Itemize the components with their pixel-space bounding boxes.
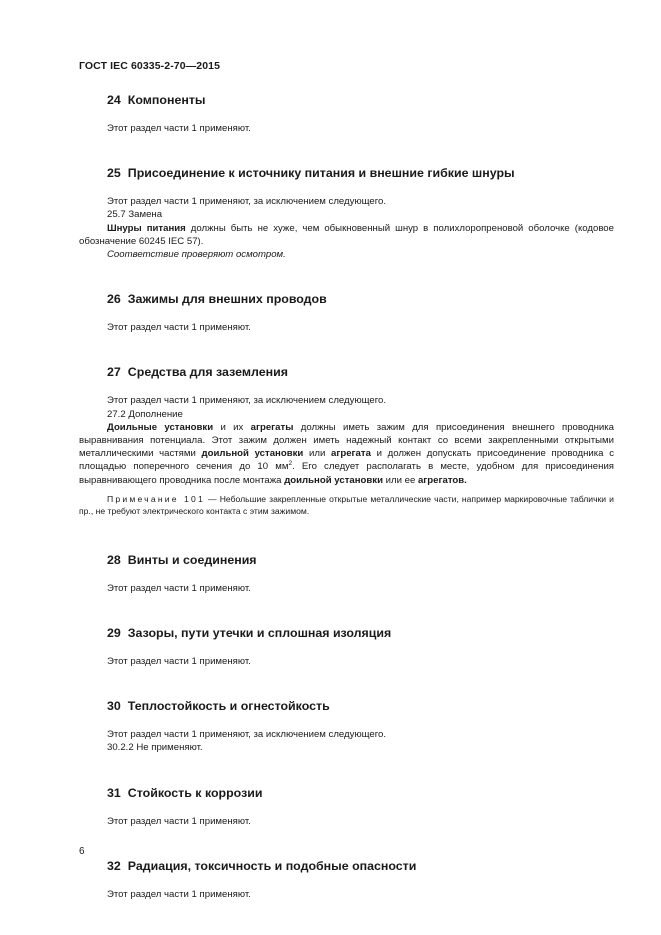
- paragraph: Этот раздел части 1 применяют, за исключением следующего.: [107, 395, 387, 407]
- section-title-text: Зажимы для внешних проводов: [127, 292, 327, 307]
- paragraph: Этот раздел части 1 применяют.: [107, 656, 251, 668]
- section-number: 28: [107, 552, 121, 567]
- section-title-text: Радиация, токсичность и подобные опасности: [127, 858, 417, 873]
- paragraph: Шнуры питания должны быть не хуже, чем обыкновенный шнур в полихлоропреновой оболочке (кодовое обозначение 60245 IEC 57).: [79, 222, 614, 247]
- section-number: 29: [107, 626, 121, 641]
- section-title-text: Компоненты: [127, 93, 206, 107]
- section-title: [107, 785, 614, 801]
- section-number: 24: [107, 93, 121, 107]
- section-title-text: Винты и соединения: [127, 552, 257, 567]
- note-text: — Небольшие закрепленные открытые металлические части, например маркировочные таблички и пр., не требуют электрического контакта с этим зажимом.: [79, 493, 614, 516]
- term-bold: Шнуры питания: [107, 222, 186, 234]
- section-title: [107, 625, 614, 641]
- section-25: [79, 165, 614, 261]
- section-title: [107, 92, 614, 108]
- section-29: [79, 625, 614, 668]
- compliance-paragraph: Соответствие проверяют осмотром.: [107, 249, 286, 261]
- section-31: [79, 785, 614, 828]
- paragraph: Этот раздел части 1 применяют.: [107, 888, 251, 900]
- section-title: [107, 364, 614, 380]
- section-title-text: Зазоры, пути утечки и сплошная изоляция: [127, 626, 392, 641]
- section-title-text: Средства для заземления: [127, 365, 288, 380]
- note: [79, 493, 614, 517]
- note-label: Примечание 101: [107, 493, 205, 504]
- page-number: 6: [79, 846, 85, 857]
- section-28: [79, 552, 614, 595]
- section-24: [79, 92, 614, 135]
- paragraph: Доильные установки и их агрегаты должны иметь зажим для присоединения внешнего проводника выравнивания потенциала. Этот зажим должен иметь надежный контакт со всеми закрепленными открытыми металлическими частями доильной установки или агрегата и должен допускать присоединение проводника с площадью поперечного сечения до 10 $мм^2$. Его следует располагать в месте, удобном для присоединения выравнивающего проводника после монтажа доильной установки или ее агрегатов.: [79, 421, 614, 486]
- paragraph: Этот раздел части 1 применяют, за исключением следующего.: [107, 196, 387, 208]
- page-content: [79, 86, 614, 901]
- section-number: 26: [107, 292, 121, 307]
- section-number: 25: [107, 166, 121, 181]
- subclause-heading: 25.7 Замена: [107, 209, 163, 221]
- subclause-heading: 27.2 Дополнение: [107, 408, 183, 420]
- section-title: [107, 858, 614, 874]
- section-title: [107, 552, 614, 568]
- paragraph: Этот раздел части 1 применяют.: [107, 582, 251, 594]
- section-title-text: Теплостойкость и огнестойкость: [127, 699, 330, 714]
- section-title: [107, 291, 614, 307]
- section-number: 32: [107, 858, 121, 873]
- section-title: [107, 698, 614, 714]
- section-number: 31: [107, 785, 121, 800]
- subclause-paragraph: 30.2.2 Не применяют.: [107, 742, 203, 754]
- section-27: [79, 364, 614, 516]
- section-30: [79, 698, 614, 754]
- section-title: [107, 165, 614, 181]
- section-title-text: Присоединение к источнику питания и внешние гибкие шнуры: [127, 166, 515, 181]
- section-title-text: Стойкость к коррозии: [127, 785, 263, 800]
- standard-header: ГОСТ IEC 60335-2-70—2015: [79, 60, 221, 72]
- section-32: [79, 858, 614, 901]
- paragraph: Этот раздел части 1 применяют.: [107, 815, 251, 827]
- section-26: [79, 291, 614, 334]
- paragraph: Этот раздел части 1 применяют, за исключением следующего.: [107, 729, 387, 741]
- paragraph: Этот раздел части 1 применяют.: [107, 322, 251, 334]
- section-number: 27: [107, 365, 121, 380]
- paragraph: Этот раздел части 1 применяют.: [107, 123, 251, 134]
- section-number: 30: [107, 699, 121, 714]
